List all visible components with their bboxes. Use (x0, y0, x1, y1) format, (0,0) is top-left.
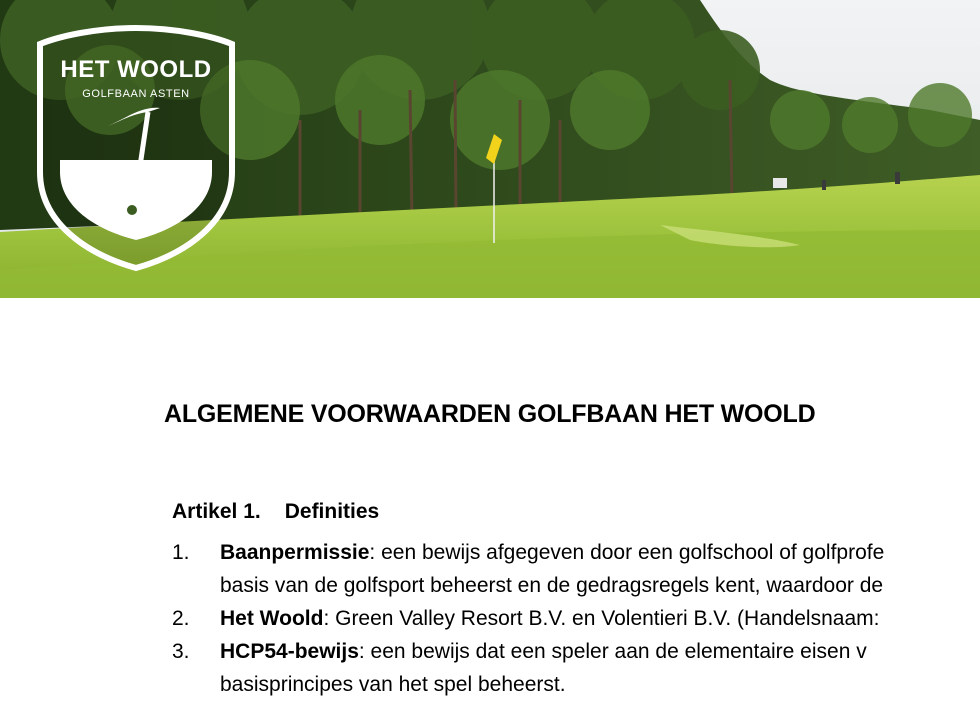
definitions-list (0, 536, 980, 701)
logo-title: HET WOOLD (60, 56, 212, 83)
article-title: Definities (284, 500, 380, 523)
list-item-continuation (0, 668, 980, 701)
list-item (0, 536, 980, 569)
definition-term: Baanpermissie (220, 541, 370, 564)
definition-text: basis van de golfsport beheerst en de gedragsregels kent, waardoor de (220, 574, 884, 597)
header-banner (0, 0, 980, 298)
article-heading (172, 500, 379, 524)
definition-text: : een bewijs afgegeven door een golfschool of golfprofe (369, 541, 885, 564)
list-number: 2. (172, 607, 190, 630)
list-number: 1. (172, 541, 190, 564)
definition-term: HCP54-bewijs (220, 640, 359, 663)
list-item (0, 602, 980, 635)
list-number: 3. (172, 640, 190, 663)
document-title: ALGEMENE VOORWAARDEN GOLFBAAN HET WOOLD (164, 400, 816, 428)
het-woold-logo[interactable] (36, 22, 236, 272)
list-item (0, 635, 980, 668)
list-item-continuation (0, 569, 980, 602)
article-number: Artikel 1. (172, 500, 261, 523)
definition-text: basisprincipes van het spel beheerst. (220, 673, 566, 696)
definition-text: : een bewijs dat een speler aan de elementaire eisen v (358, 640, 867, 663)
definition-text: : Green Valley Resort B.V. en Volentieri B.V. (Handelsnaam: (323, 607, 880, 630)
logo-subtitle: GOLFBAAN ASTEN (82, 88, 190, 100)
definition-term: Het Woold (220, 607, 324, 630)
